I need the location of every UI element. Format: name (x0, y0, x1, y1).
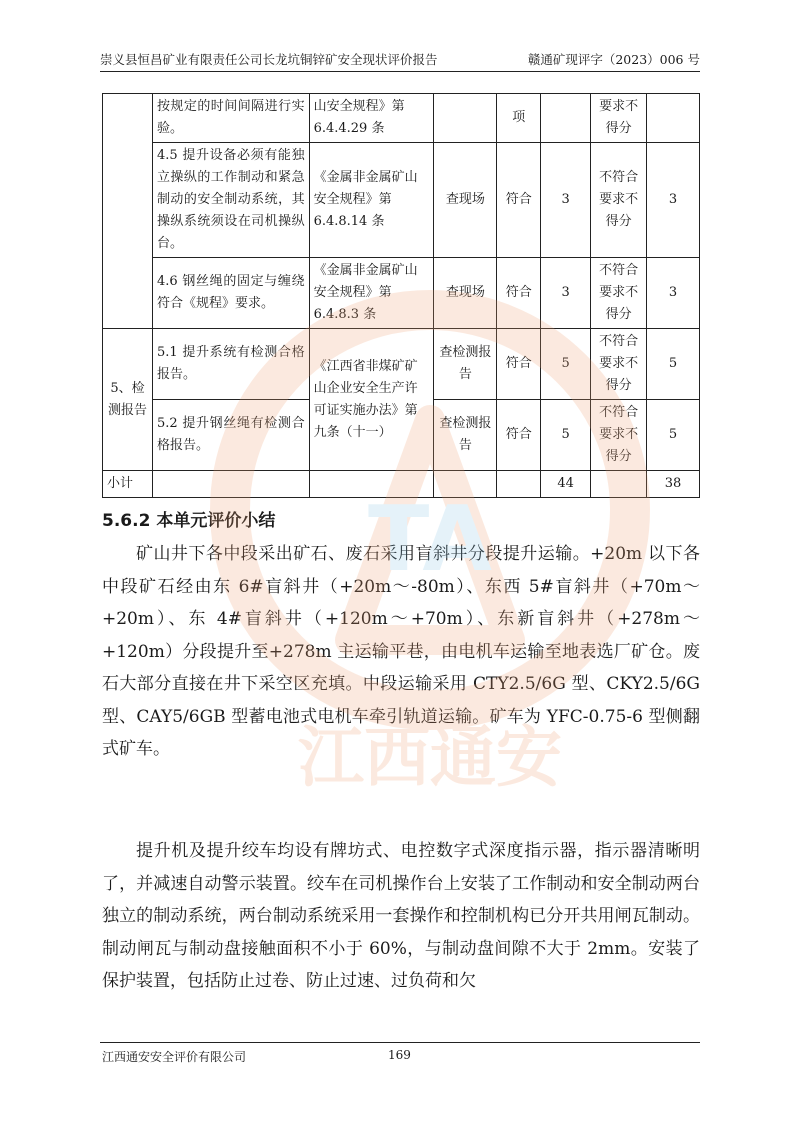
score-cell (541, 94, 591, 143)
score-cell: 5 (541, 400, 591, 471)
page-number: 169 (388, 1048, 411, 1062)
basis-cell: 《金属非金属矿山安全规程》第6.4.8.3 条 (309, 258, 434, 329)
category-cell (103, 94, 153, 329)
footer-company: 江西通安安全评价有限公司 (102, 1050, 247, 1064)
result-cell: 符合 (497, 329, 541, 400)
actual-score-cell: 3 (647, 258, 700, 329)
method-cell: 查检测报告 (434, 400, 497, 471)
category-cell: 5、检测报告 (103, 329, 153, 471)
method-cell: 查现场 (434, 258, 497, 329)
check-item-cell: 4.6 钢丝绳的固定与缠绕符合《规程》要求。 (152, 258, 309, 329)
basis-cell: 山安全规程》第6.4.4.29 条 (309, 94, 434, 143)
score-cell: 3 (541, 258, 591, 329)
result-cell: 符合 (497, 258, 541, 329)
table-row (103, 258, 700, 329)
score-cell: 3 (541, 143, 591, 258)
result-cell: 符合 (497, 143, 541, 258)
actual-score-cell: 5 (647, 329, 700, 400)
result-cell: 项 (497, 94, 541, 143)
evaluation-table (102, 93, 700, 498)
footer-rule (100, 1042, 700, 1043)
check-item-cell: 4.5 提升设备必须有能独立操纵的工作制动和紧急制动的安全制动系统，其操纵系统须设在司机操纵台。 (152, 143, 309, 258)
section-title: 5.6.2 本单元评价小结 (102, 511, 276, 531)
deduction-rule-cell: 不符合要求不得分 (591, 329, 647, 400)
subtotal-actual: 38 (647, 471, 700, 498)
subtotal-row (103, 471, 700, 498)
deduction-rule-cell: 不符合要求不得分 (591, 143, 647, 258)
subtotal-label: 小计 (103, 471, 153, 498)
method-cell (434, 94, 497, 143)
check-item-cell: 按规定的时间间隔进行实验。 (152, 94, 309, 143)
table-row (103, 143, 700, 258)
deduction-rule-cell: 不符合要求不得分 (591, 400, 647, 471)
actual-score-cell: 3 (647, 143, 700, 258)
page-header (100, 50, 700, 68)
header-report-title: 崇义县恒昌矿业有限责任公司长龙坑铜锌矿安全现状评价报告 (100, 52, 438, 67)
check-item-cell: 5.1 提升系统有检测合格报告。 (152, 329, 309, 400)
table-row (103, 329, 700, 400)
actual-score-cell: 5 (647, 400, 700, 471)
actual-score-cell (647, 94, 700, 143)
header-report-number: 赣通矿现评字（2023）006 号 (527, 52, 700, 67)
header-rule (100, 71, 700, 72)
svg-text:TA: TA (367, 487, 493, 592)
basis-cell: 《江西省非煤矿矿山企业安全生产许可证实施办法》第九条（十一） (309, 329, 434, 471)
svg-text:江西通安: 江西通安 (298, 719, 562, 796)
deduction-rule-cell: 要求不得分 (591, 94, 647, 143)
check-item-cell: 5.2 提升钢丝绳有检测合格报告。 (152, 400, 309, 471)
method-cell: 查现场 (434, 143, 497, 258)
subtotal-score: 44 (541, 471, 591, 498)
method-cell: 查检测报告 (434, 329, 497, 400)
table-row (103, 94, 700, 143)
deduction-rule-cell: 不符合要求不得分 (591, 258, 647, 329)
body-paragraph: 矿山井下各中段采出矿石、废石采用盲斜井分段提升运输。+20m 以下各中段矿石经由东 6#盲斜井（+20m～-80m）、东西 5#盲斜井（+70m～+20m）、东 4#盲斜井（+120m～+70m）、东新盲斜井（+278m～+120m）分段提升至+278m 主运输平巷，由电机车运输至地表选厂矿仓。废石大部分直接在井下采空区充填。中段运输采用 CTY2.5/6G 型、CKY2.5/6G 型、CAY5/6GB 型蓄电池式电机车牵引轨道运输。矿车为 YFC-0.75-6 型侧翻式矿车。 (102, 544, 700, 759)
basis-cell: 《金属非金属矿山安全规程》第6.4.8.14 条 (309, 143, 434, 258)
body-paragraph: 提升机及提升绞车均设有牌坊式、电控数字式深度指示器，指示器清晰明了，并减速自动警示装置。绞车在司机操作台上安装了工作制动和安全制动两台独立的制动系统，两台制动系统采用一套操作和控制机构已分开共用闸瓦制动。制动闸瓦与制动盘接触面积不小于 60%，与制动盘间隙不大于 2mm。安装了保护装置，包括防止过卷、防止过速、过负荷和欠 (102, 841, 700, 991)
score-cell: 5 (541, 329, 591, 400)
result-cell: 符合 (497, 400, 541, 471)
